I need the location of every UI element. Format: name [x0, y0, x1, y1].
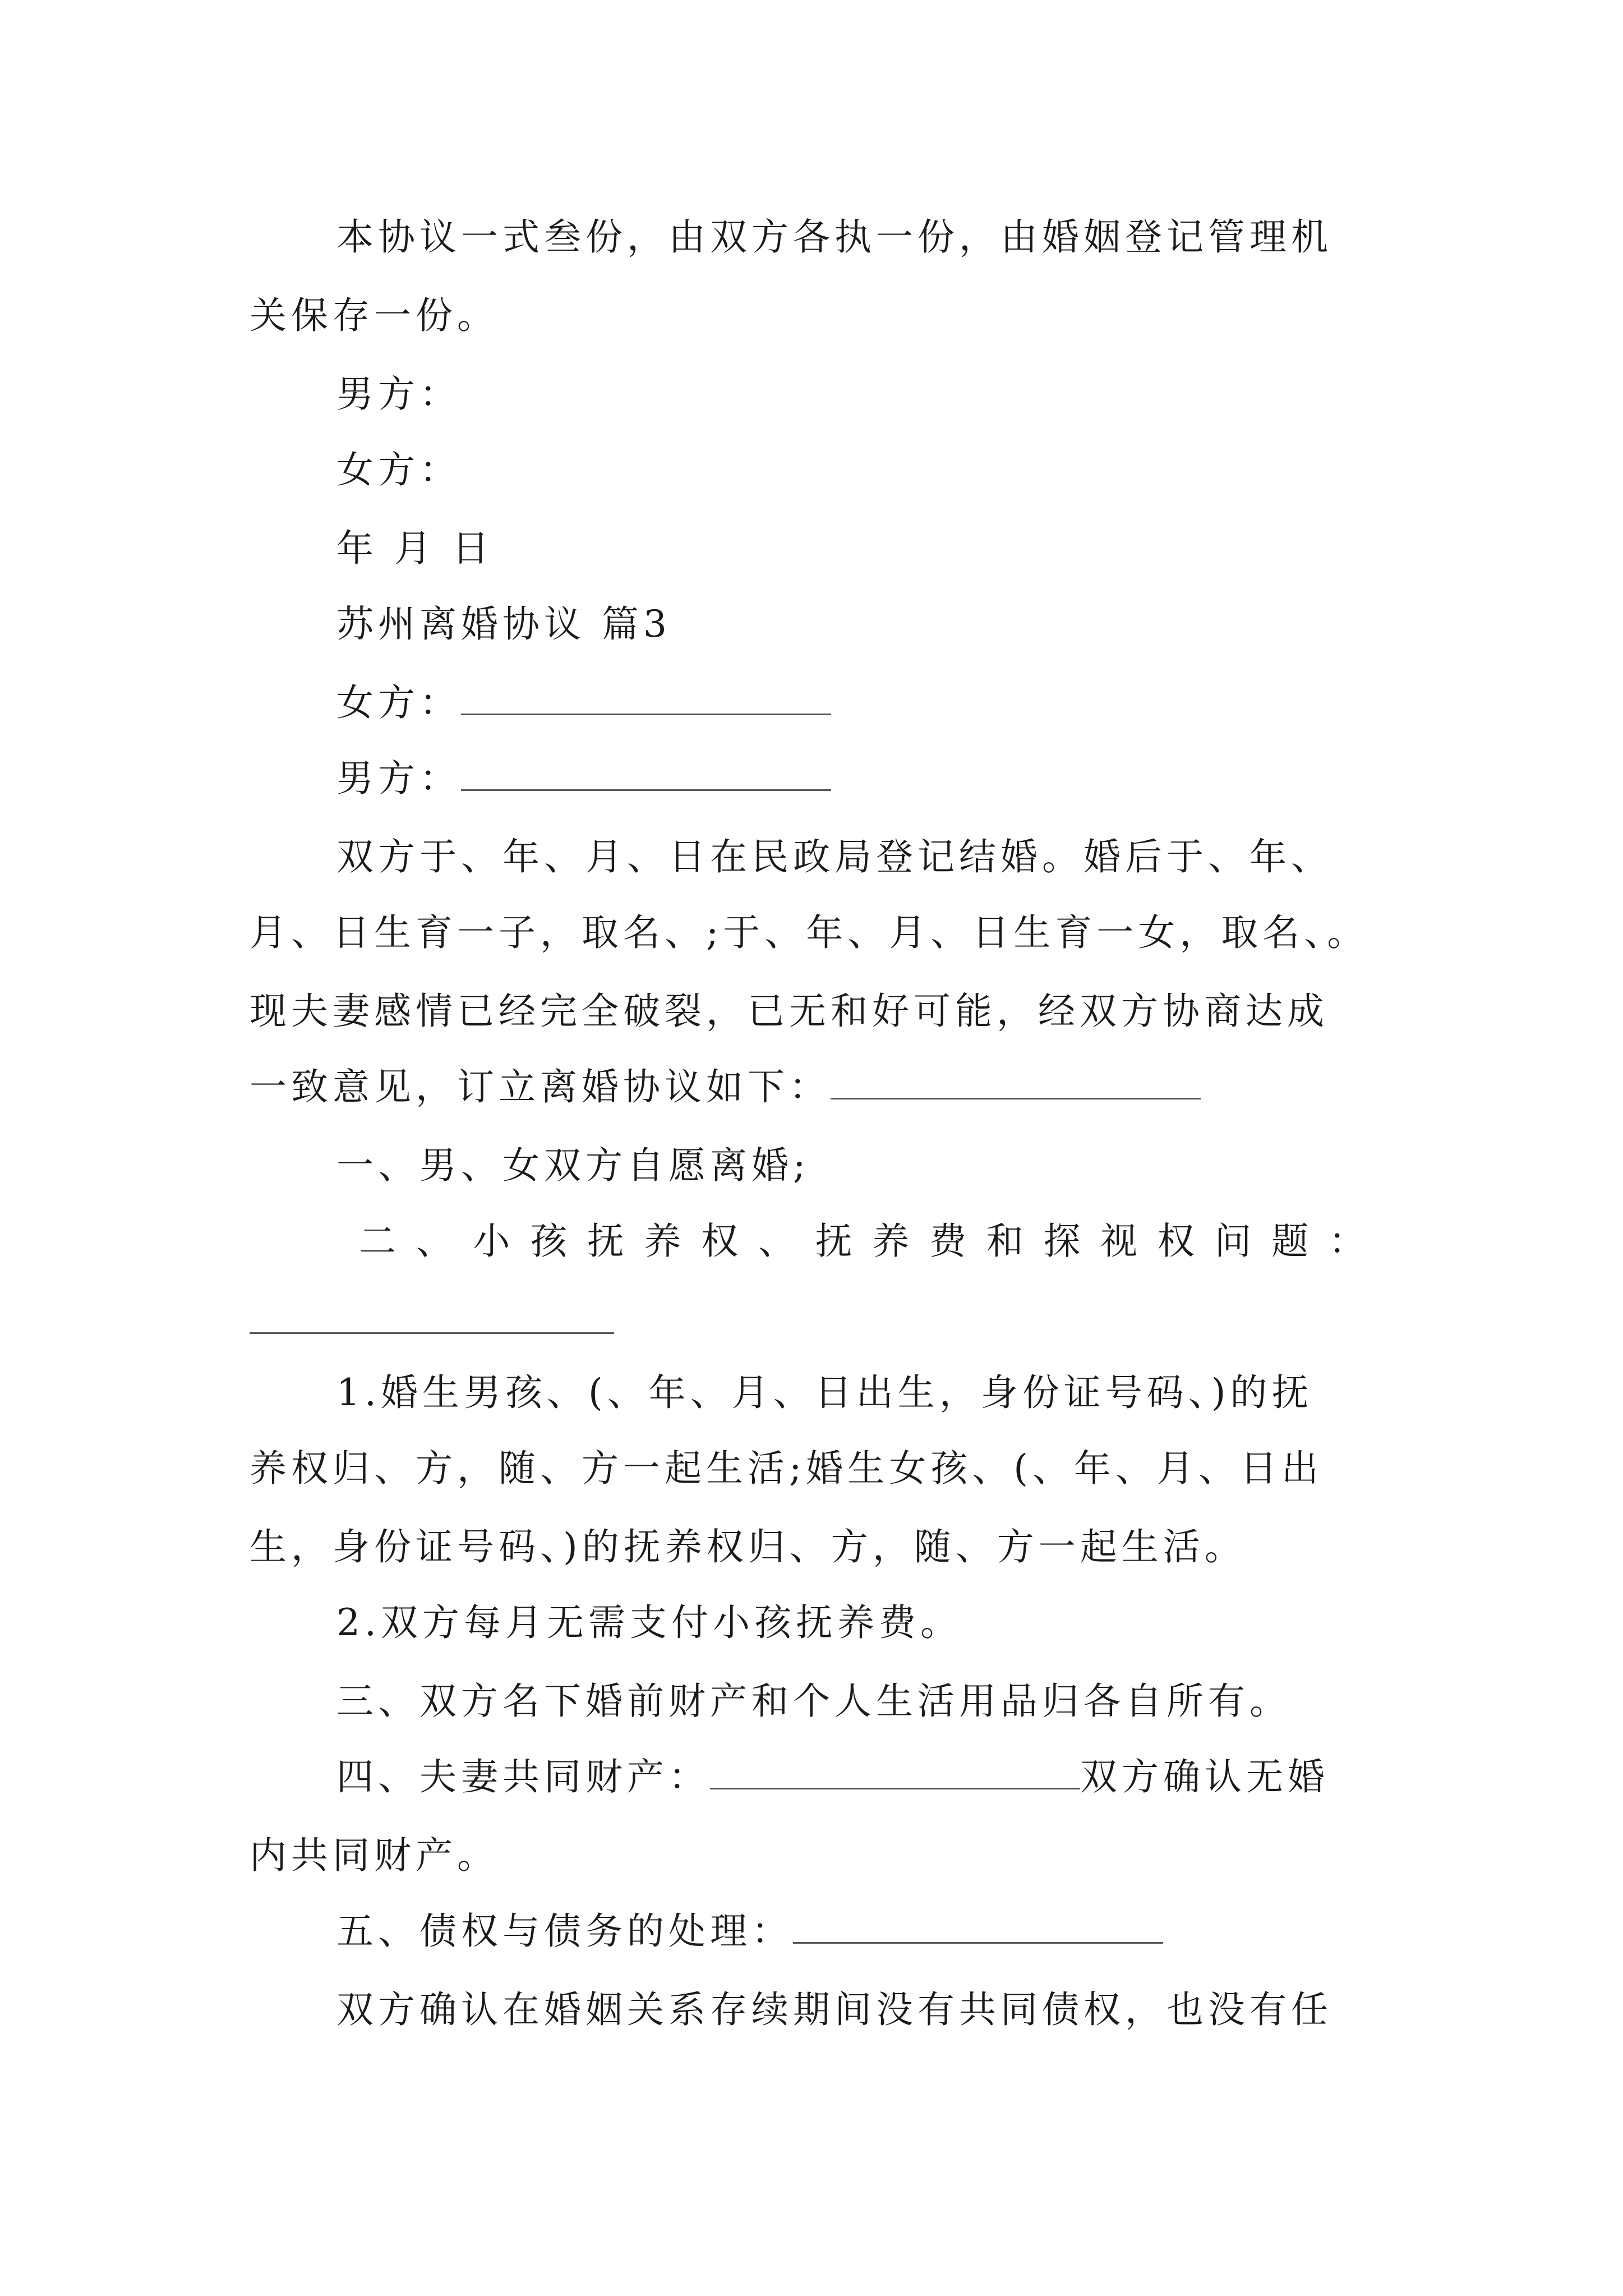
paragraph-marriage-line4 [250, 1065, 1201, 1108]
clause-two-heading-char: 抚 [587, 1220, 624, 1263]
clause-five-line [336, 1910, 1163, 1953]
signature-female-label: 女方： [336, 448, 461, 491]
clause-two-heading-char: 、 [416, 1220, 453, 1263]
clause-two-heading-char: 养 [872, 1220, 910, 1263]
clause-four-line2: 内共同财产。 [250, 1834, 499, 1877]
agreement-intro-text: 一致意见，订立离婚协议如下： [250, 1065, 831, 1108]
clause-two-heading-char: 权 [701, 1220, 739, 1263]
clause-four-label: 四、夫妻共同财产： [336, 1755, 710, 1798]
clause-two-item1-line1: 1.婚生男孩、(、年、月、日出生，身份证号码、)的抚 [336, 1371, 1313, 1414]
clause-two-heading-char: 小 [473, 1220, 510, 1263]
party-male-line [336, 757, 831, 800]
paragraph-marriage-line3: 现夫妻感情已经完全破裂，已无和好可能，经双方协商达成 [250, 990, 1329, 1033]
party-male-blank [461, 789, 831, 791]
agreement-intro-blank [831, 1098, 1201, 1099]
paragraph-copies-line1: 本协议一式叁份，由双方各执一份，由婚姻登记管理机 [336, 215, 1332, 259]
clause-two-heading-char: 题 [1271, 1220, 1309, 1263]
clause-two-heading-char: ： [1328, 1220, 1366, 1263]
clause-two-heading-char: 和 [986, 1220, 1023, 1263]
clause-one: 一、男、女双方自愿离婚; [336, 1144, 810, 1187]
clause-two-heading-char: 探 [1043, 1220, 1081, 1263]
section-heading: 苏州离婚协议 篇3 [336, 602, 671, 646]
clause-two-heading-char: 费 [929, 1220, 967, 1263]
clause-five-paragraph-line1: 双方确认在婚姻关系存续期间没有共同债权，也没有任 [336, 1988, 1332, 2031]
clause-four-blank [710, 1788, 1080, 1789]
clause-two-heading-char: 养 [644, 1220, 681, 1263]
signature-male-label: 男方： [336, 372, 461, 416]
clause-four-line1 [336, 1755, 1329, 1798]
clause-two-heading-char: 抚 [815, 1220, 852, 1263]
clause-two-blank [250, 1332, 614, 1334]
clause-two-heading-char: 孩 [530, 1220, 568, 1263]
clause-two-item1-line2: 养权归、方，随、方一起生活;婚生女孩、(、年、月、日出 [250, 1447, 1323, 1490]
party-female-line [336, 681, 831, 724]
clause-two-heading-char: 权 [1157, 1220, 1195, 1263]
clause-three: 三、双方名下婚前财产和个人生活用品归各自所有。 [336, 1680, 1291, 1723]
paragraph-marriage-line2: 月、日生育一子，取名、;于、年、月、日生育一女，取名、。 [250, 911, 1369, 954]
clause-five-label: 五、债权与债务的处理： [336, 1910, 793, 1953]
party-female-blank [461, 714, 831, 715]
clause-two-heading-char: 问 [1214, 1220, 1252, 1263]
clause-two-item1-line3: 生，身份证号码、)的抚养权归、方，随、方一起生活。 [250, 1525, 1246, 1568]
paragraph-copies-line2: 关保存一份。 [250, 294, 499, 337]
party-female-label: 女方： [336, 681, 461, 724]
clause-five-blank [793, 1942, 1163, 1944]
clause-two-heading-char: 视 [1100, 1220, 1138, 1263]
clause-two-heading-char: 二 [359, 1220, 396, 1263]
signature-date-label: 年 月 日 [336, 527, 494, 570]
clause-two-heading-char: 、 [758, 1220, 795, 1263]
clause-four-tail: 双方确认无婚 [1080, 1755, 1329, 1798]
clause-two-item2: 2.双方每月无需支付小孩抚养费。 [336, 1601, 962, 1644]
paragraph-marriage-line1: 双方于、年、月、日在民政局登记结婚。婚后于、年、 [336, 835, 1332, 878]
party-male-label: 男方： [336, 757, 461, 800]
clause-two-heading [359, 1220, 1366, 1263]
